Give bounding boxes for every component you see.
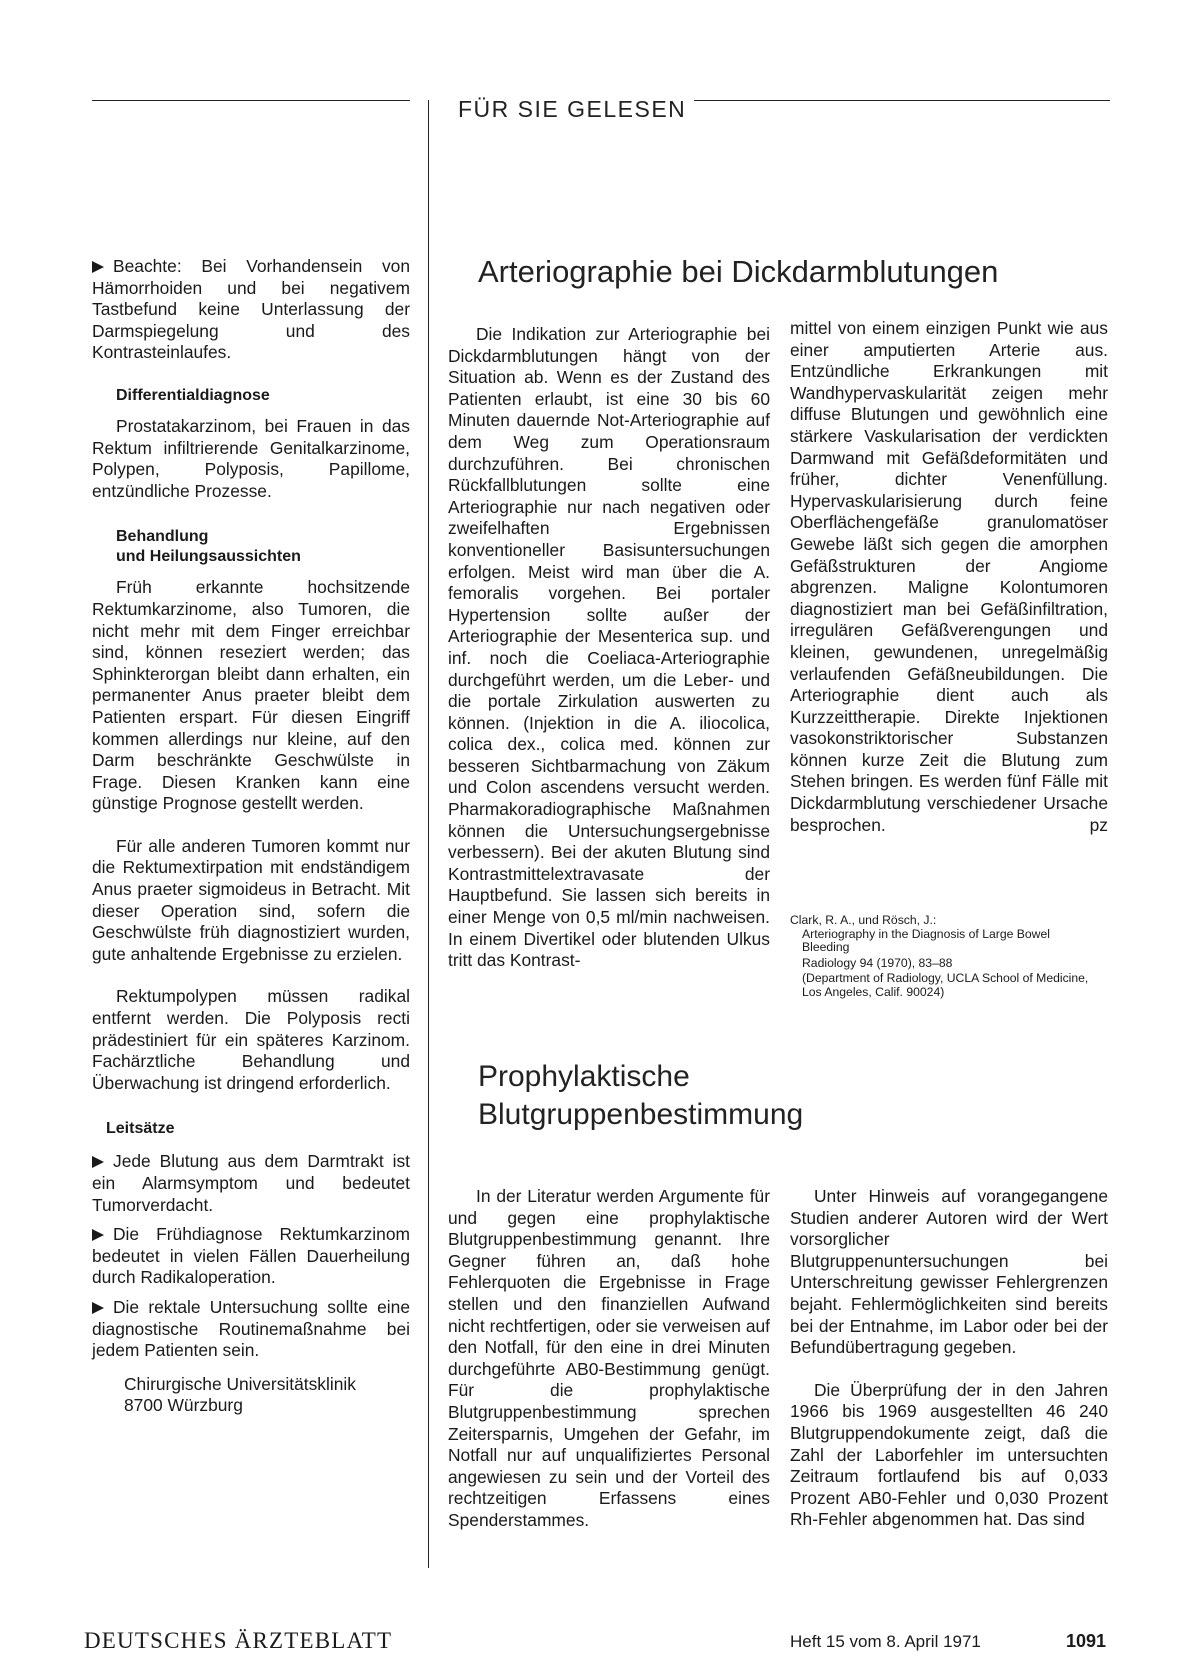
guidelines-heading: Leitsätze: [106, 1120, 175, 1138]
signature-institution: Chirurgische Universitätsklinik: [124, 1373, 356, 1394]
section-label: FÜR SIE GELESEN: [458, 96, 687, 122]
reference-author: Clark, R. A., und Rösch, J.:: [790, 913, 937, 927]
guideline-3: Die rektale Untersuchung sollte eine diagnostische Routinemaßnahme bei jedem Patienten sein.: [92, 1296, 410, 1361]
article1-initials: pz: [1089, 814, 1108, 835]
reference-affiliation: (Department of Radiology, UCLA School of Medicine, Los Angeles, Calif. 90024): [802, 971, 1089, 999]
header-rule-right: [694, 100, 1110, 101]
differential-text: Prostatakarzinom, bei Frauen in das Rektum infiltrierende Genitalkarzinome, Polypen, Polyposis, Papillome, entzündliche Prozesse.: [92, 415, 410, 501]
article1-column1: Die Indikation zur Arteriographie bei Dickdarmblutungen hängt von der Situation ab. Wenn es der Zustand des Patienten erlaubt, ist eine 30 bis 60 Minuten dauernde Not-Arteriographie auf dem Weg zum Operationsraum durchzuführen. Bei chronischen Rückfallblutungen sollte eine Arteriographie nur nach negativen oder zweifelhaften Ergebnissen konventioneller Basisuntersuchungen erfolgen. Meist wird man über die A. femoralis vorgehen. Bei portaler Hypertension sollte außer der Arteriographie der Mesenterica sup. und inf. noch die Coeliaca-Arteriographie durchgeführt werden, um die Leber- und die portale Zirkulation auswerten zu können. (Injektion in die A. iliocolica, colica dex., colica med. können zur besseren Sichtbarmachung von Zäkum und Colon ascendens versucht werden. Pharmakoradiographische Maßnahmen können die Untersuchungsergebnisse verbessern). Bei der akuten Blutung sind Kontrastmittelextravasate der Hauptbefund. Sie lassen sich bereits in einer Menge von 0,5 ml/min nachweisen. In einem Divertikel oder blutenden Ulkus tritt das Kontrast-: [448, 324, 770, 971]
article2-title-line1: Prophylaktische: [478, 1060, 690, 1093]
header-rule-left: [92, 100, 410, 101]
guideline-1: Jede Blutung aus dem Darmtrakt ist ein Alarmsymptom und bedeutet Tumorverdacht.: [92, 1151, 410, 1215]
treatment-heading-line1: Behandlung: [116, 528, 209, 546]
note-text: Beachte: Bei Vorhandensein von Hämorrhoiden und bei negativem Tastbefund keine Unterlassung der Darmspiegelung und des Kontrasteinlaufes.: [92, 256, 410, 363]
article1-column2-text: mittel von einem einzigen Punkt wie aus einer amputierten Arterie aus. Entzündliche Erkrankungen mit Wandhypervaskularität zeigen mehr diffuse Blutungen und gewöhnlich eine stärkere Vaskularisation der verdickten Darmwand mit Gefäßdeformitäten und früher, dichter Venenfüllung. Hypervaskularisierung durch feine Oberflächengefäße granulomatöser Gewebe läßt sich gegen die amorphen Gefäßstrukturen der Angiome abgrenzen. Maligne Kolontumoren diagnostiziert man bei Gefäßinfiltration, irregulären Gefäßverengungen und kleinen, gewundenen, unregelmäßig verlaufenden Gefäßneubildungen. Die Arteriographie dient auch als Kurzzeittherapie. Direkte Injektionen vasokonstriktorischer Substanzen können kurze Zeit die Blutung zum Stehen bringen. Es werden fünf Fälle mit Dickdarmblutung verschiedener Ursache besprochen.: [790, 318, 1108, 835]
footer-journal-name: DEUTSCHES ÄRZTEBLATT: [84, 1628, 393, 1653]
treatment-heading-line2: und Heilungsaussichten: [116, 548, 301, 566]
left-column: [92, 256, 410, 1417]
reference-title: Arteriography in the Diagnosis of Large Bowel Bleeding: [802, 926, 1050, 955]
article2-column2-paragraph1: Unter Hinweis auf vorangegangene Studien anderer Autoren wird der Wert vorsorglicher Blutgruppenuntersuchungen bei Unterschreitung gewisser Fehlergrenzen bejaht. Fehlermöglichkeiten sind bereits bei der Entnahme, im Labor oder bei der Befundübertragung gegeben.: [790, 1186, 1108, 1358]
column-divider: [428, 100, 429, 1568]
triangle-bullet-icon: [92, 1229, 104, 1241]
note-paragraph: [92, 256, 410, 364]
guideline-2: Die Frühdiagnose Rektumkarzinom bedeutet in vielen Fällen Dauerheilung durch Radikaloperation.: [92, 1224, 410, 1288]
triangle-bullet-icon: [92, 1156, 104, 1168]
article1-reference: [790, 914, 1096, 1000]
reference-journal: Radiology 94 (1970), 83–88: [802, 955, 953, 970]
article1-title: Arteriographie bei Dickdarmblutungen: [478, 254, 999, 289]
article2-title: [478, 1058, 803, 1134]
treatment-paragraph-2: Für alle anderen Tumoren kommt nur die Rektumextirpation mit endständigem Anus praeter sigmoideus in Betracht. Mit dieser Operation sind, sofern die Geschwülste früh diagnostiziert wurden, gute anhaltende Ergebnisse zu erzielen.: [92, 835, 410, 964]
differential-heading: Differentialdiagnose: [116, 386, 270, 404]
article2-title-line2: Blutgruppenbestimmung: [478, 1098, 804, 1131]
footer-page-number: 1091: [1066, 1631, 1107, 1651]
triangle-bullet-icon: [92, 261, 104, 273]
footer-issue: Heft 15 vom 8. April 1971: [790, 1632, 981, 1651]
article1-column2: [790, 318, 1108, 836]
triangle-bullet-icon: [92, 1302, 104, 1314]
signature-city: 8700 Würzburg: [124, 1395, 243, 1416]
article2-column2-paragraph2: Die Überprüfung der in den Jahren 1966 bis 1969 ausgestellten 46 240 Blutgruppendokumente zeigt, daß die Zahl der Laborfehler im untersuchten Zeitraum fortlaufend bis auf 0,033 Prozent AB0-Fehler und 0,030 Prozent Rh-Fehler abgenommen hat. Das sind: [790, 1379, 1108, 1530]
treatment-paragraph-3: Rektumpolypen müssen radikal entfernt werden. Die Polyposis recti prädestiniert für ein späteres Karzinom. Fachärztliche Behandlung und Überwachung ist dringend erforderlich.: [92, 986, 410, 1093]
article2-column1: In der Literatur werden Argumente für und gegen eine prophylaktische Blutgruppenbestimmung genannt. Ihre Gegner führen an, daß hohe Fehlerquoten die Ergebnisse in Frage stellen und den finanziellen Aufwand nicht rechtfertigen, oder sie verweisen auf den Notfall, für den eine in drei Minuten durchgeführte AB0-Bestimmung genügt. Für die prophylaktische Blutgruppenbestimmung sprechen Zeitersparnis, Umgehen der Gefahr, im Notfall nur auf unqualifiziertes Personal angewiesen zu sein und der Vorteil des rechtzeitigen Erfassens eines Spenderstammes.: [448, 1186, 770, 1530]
treatment-paragraph-1: Früh erkannte hochsitzende Rektumkarzinome, also Tumoren, die nicht mehr mit dem Finger erreichbar sind, können reseziert werden; das Sphinkterorgan bleibt dann erhalten, ein permanenter Anus praeter bleibt dem Patienten erspart. Für diesen Eingriff kommen allerdings nur kleine, auf den Darm beschränkte Geschwülste in Frage. Diesen Kranken kann eine günstige Prognose gestellt werden.: [92, 577, 410, 814]
article2-column2: [790, 1186, 1108, 1531]
